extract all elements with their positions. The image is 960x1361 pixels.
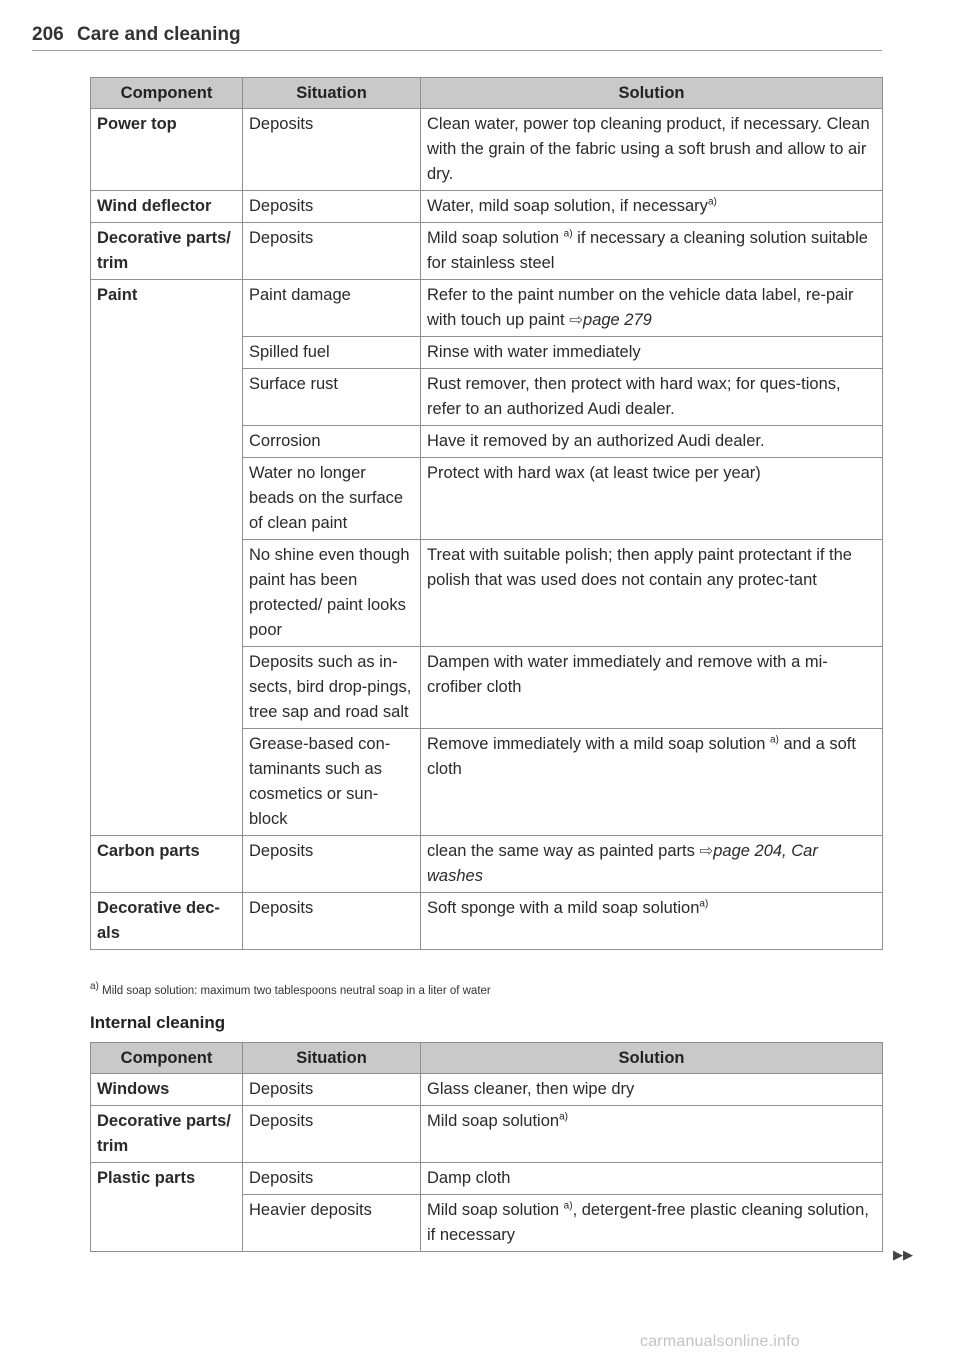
- column-header: Component: [91, 78, 243, 109]
- solution-text: Mild soap solution: [427, 229, 564, 247]
- situation-cell: Paint damage: [243, 280, 421, 337]
- solution-cell: Dampen with water immediately and remove with a mi-crofiber cloth: [421, 647, 883, 729]
- solution-text: Remove immediately with a mild soap solution: [427, 735, 770, 753]
- solution-cell: Treat with suitable polish; then apply paint protectant if the polish that was used does not contain any protec-tant: [421, 540, 883, 647]
- situation-cell: Surface rust: [243, 369, 421, 426]
- situation-cell: Deposits: [243, 893, 421, 950]
- solution-text: Mild soap solution: [427, 1201, 564, 1219]
- footnote-text: Mild soap solution: maximum two tablespoons neutral soap in a liter of water: [102, 985, 491, 997]
- internal-cleaning-table: [90, 1042, 883, 1252]
- solution-cell: [421, 893, 883, 950]
- situation-cell: No shine even though paint has been protected/ paint looks poor: [243, 540, 421, 647]
- component-cell: Decorative parts/ trim: [91, 1106, 243, 1163]
- solution-cell: [421, 191, 883, 223]
- table-row: [91, 1074, 883, 1106]
- situation-cell: Corrosion: [243, 426, 421, 458]
- footnote-marker: a): [563, 1200, 573, 1212]
- table-header-row: [91, 1043, 883, 1074]
- situation-cell: Deposits: [243, 191, 421, 223]
- solution-cell: [421, 280, 883, 337]
- column-header: Solution: [421, 78, 883, 109]
- footnote-marker: a): [769, 734, 779, 746]
- footnote: [90, 981, 491, 997]
- component-cell: Plastic parts: [91, 1163, 243, 1252]
- component-cell: Wind deflector: [91, 191, 243, 223]
- column-header: Situation: [243, 78, 421, 109]
- solution-cell: Protect with hard wax (at least twice per year): [421, 458, 883, 540]
- page-reference-link[interactable]: page 279: [583, 311, 652, 329]
- page-number: 206: [32, 24, 64, 45]
- table-row: [91, 1163, 883, 1195]
- situation-cell: Grease-based con-taminants such as cosmetics or sun-block: [243, 729, 421, 836]
- solution-text: and a soft cloth: [427, 735, 856, 778]
- table-row: [91, 109, 883, 191]
- column-header: Component: [91, 1043, 243, 1074]
- table-row: [91, 836, 883, 893]
- solution-cell: Rust remover, then protect with hard wax; for ques-tions, refer to an authorized Audi dealer.: [421, 369, 883, 426]
- solution-cell: Damp cloth: [421, 1163, 883, 1195]
- watermark: carmanualsonline.info: [640, 1333, 800, 1350]
- situation-cell: Deposits: [243, 1163, 421, 1195]
- solution-text: , detergent-free plastic cleaning solution, if necessary: [427, 1201, 869, 1244]
- table-header-row: [91, 78, 883, 109]
- solution-cell: [421, 1195, 883, 1252]
- solution-cell: [421, 729, 883, 836]
- component-cell: Power top: [91, 109, 243, 191]
- situation-cell: Deposits: [243, 1074, 421, 1106]
- page-ref-arrow-icon: ⇨: [569, 311, 584, 329]
- column-header: Solution: [421, 1043, 883, 1074]
- page-ref-arrow-icon: ⇨: [699, 842, 714, 860]
- situation-cell: Spilled fuel: [243, 337, 421, 369]
- solution-text: Water, mild soap solution, if necessary: [427, 197, 708, 215]
- play-arrow-icon: ▶▶: [893, 1247, 913, 1262]
- section-title: Internal cleaning: [90, 1013, 226, 1032]
- footnote-marker: a): [90, 981, 99, 993]
- table-row: [91, 1106, 883, 1163]
- page-header: [32, 24, 882, 51]
- table-row: [91, 223, 883, 280]
- solution-cell: Rinse with water immediately: [421, 337, 883, 369]
- solution-cell: [421, 223, 883, 280]
- solution-cell: Glass cleaner, then wipe dry: [421, 1074, 883, 1106]
- table-row: [91, 893, 883, 950]
- page-title: Care and cleaning: [76, 24, 241, 45]
- component-cell: Carbon parts: [91, 836, 243, 893]
- situation-cell: Heavier deposits: [243, 1195, 421, 1252]
- footnote-marker: a): [699, 898, 709, 910]
- situation-cell: Deposits: [243, 1106, 421, 1163]
- solution-text: if necessary a cleaning solution suitable for stainless steel: [427, 229, 868, 272]
- situation-cell: Deposits: [243, 223, 421, 280]
- solution-cell: Clean water, power top cleaning product, if necessary. Clean with the grain of the fabric using a soft brush and allow to air dry.: [421, 109, 883, 191]
- solution-text: Refer to the paint number on the vehicle data label, re-pair with touch up paint: [427, 286, 854, 329]
- component-cell: Windows: [91, 1074, 243, 1106]
- solution-text: Soft sponge with a mild soap solution: [427, 899, 700, 917]
- solution-cell: Have it removed by an authorized Audi dealer.: [421, 426, 883, 458]
- footnote-marker: a): [563, 228, 573, 240]
- component-cell: Decorative parts/ trim: [91, 223, 243, 280]
- solution-text: clean the same way as painted parts: [427, 842, 700, 860]
- solution-cell: [421, 836, 883, 893]
- page-reference-link[interactable]: page 204, Car washes: [427, 842, 818, 885]
- solution-text: Mild soap solution: [427, 1112, 560, 1130]
- table-row: [91, 280, 883, 337]
- situation-cell: Water no longer beads on the surface of clean paint: [243, 458, 421, 540]
- situation-cell: Deposits: [243, 109, 421, 191]
- column-header: Situation: [243, 1043, 421, 1074]
- situation-cell: Deposits: [243, 836, 421, 893]
- solution-cell: [421, 1106, 883, 1163]
- footnote-marker: a): [707, 196, 717, 208]
- footnote-marker: a): [559, 1111, 568, 1123]
- situation-cell: Deposits such as in-sects, bird drop-pings, tree sap and road salt: [243, 647, 421, 729]
- component-cell: Decorative dec-als: [91, 893, 243, 950]
- component-cell: Paint: [91, 280, 243, 836]
- external-cleaning-table: [90, 77, 883, 950]
- table-row: [91, 191, 883, 223]
